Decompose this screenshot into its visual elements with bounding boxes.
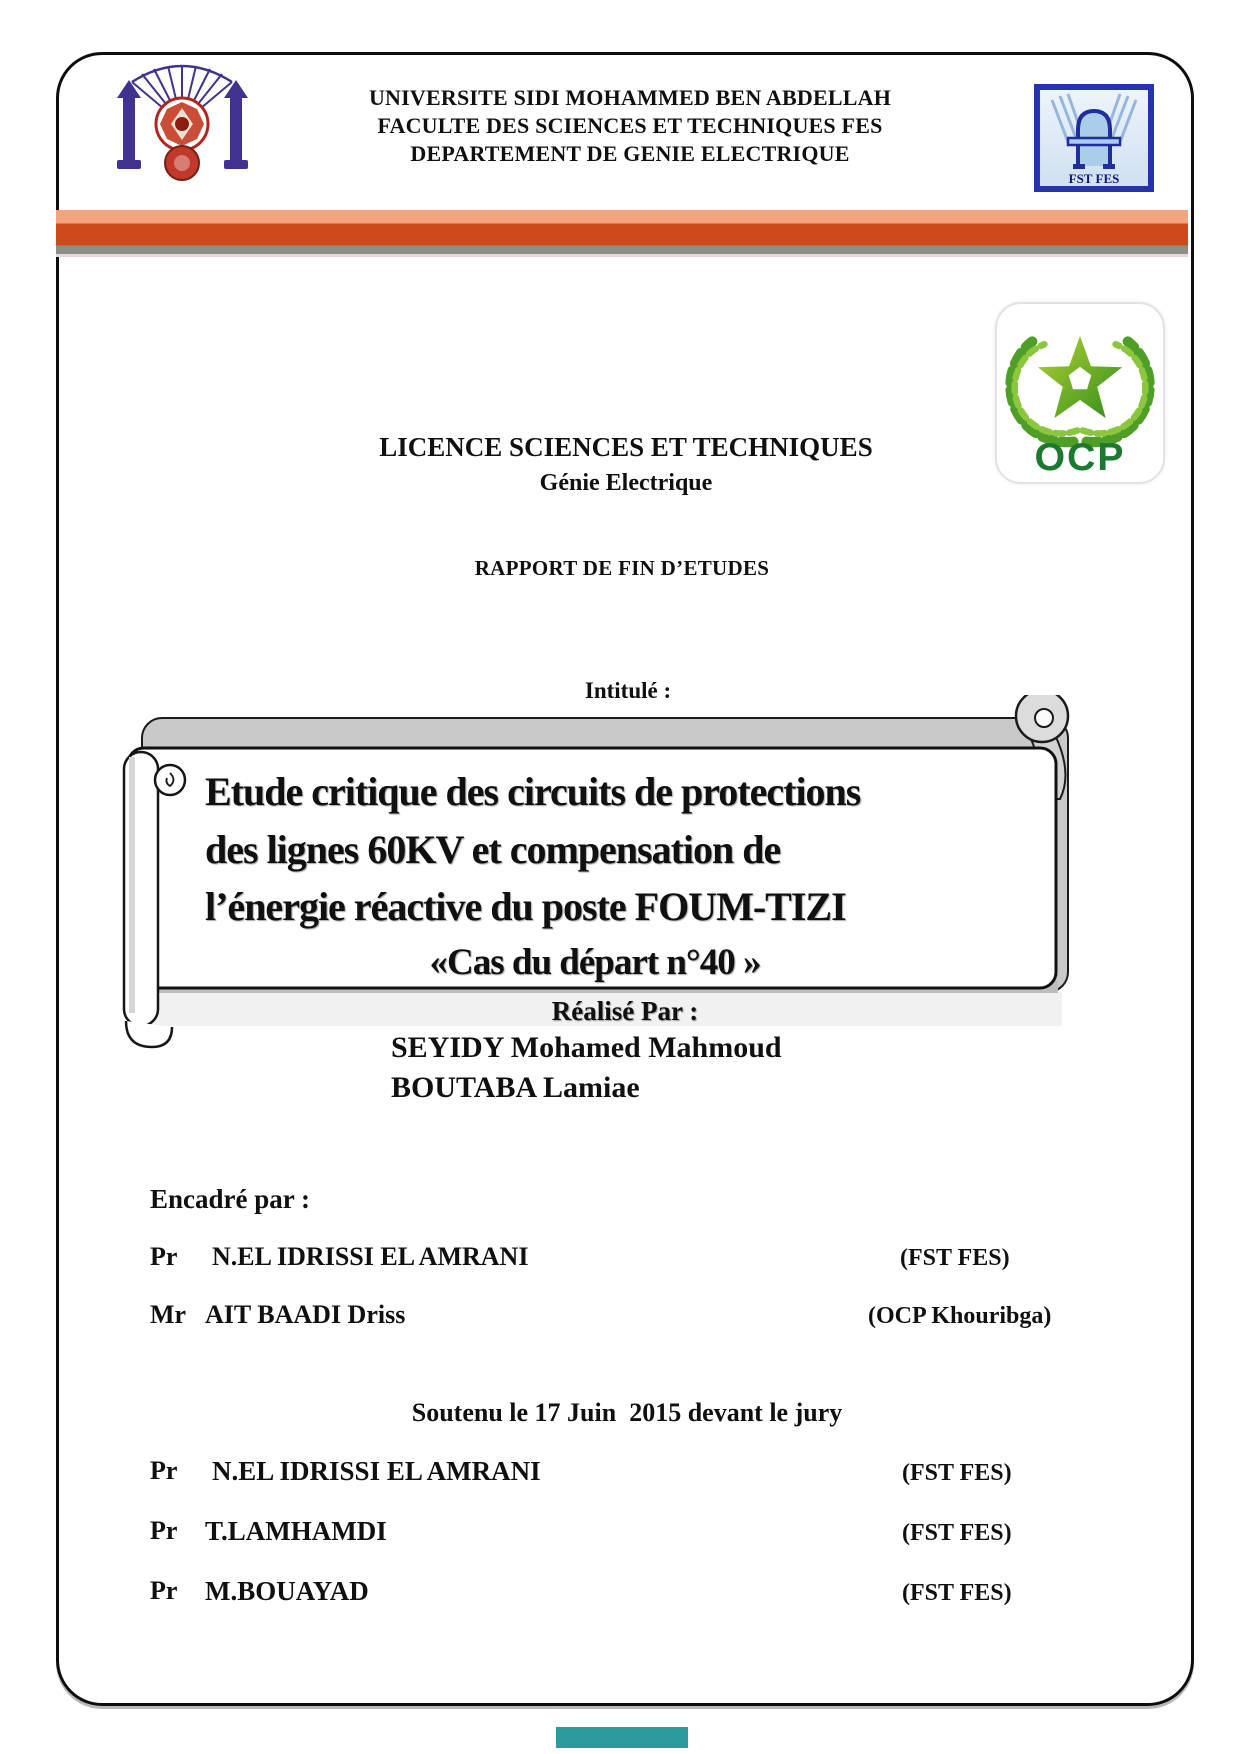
author-2: BOUTABA Lamiae (391, 1071, 640, 1104)
fst-fes-logo-icon (1034, 84, 1154, 192)
advisor-2-affiliation: (OCP Khouribga) (868, 1303, 1052, 1329)
program-degree: LICENCE SCIENCES ET TECHNIQUES (379, 432, 873, 462)
faculty-name: FACULTE DES SCIENCES ET TECHNIQUES FES (377, 113, 883, 138)
jury-3-affiliation: (FST FES) (902, 1580, 1012, 1606)
ocp-logo-text: OCP (1034, 434, 1126, 479)
intitule-label: Intitulé : (584, 678, 672, 703)
jury-1-affiliation: (FST FES) (902, 1460, 1012, 1486)
report-type: RAPPORT DE FIN D’ETUDES (474, 556, 770, 580)
jury-3-title: Pr (150, 1576, 178, 1605)
advisor-1-affiliation: (FST FES) (900, 1245, 1010, 1271)
author-1: SEYIDY Mohamed Mahmoud (391, 1031, 782, 1064)
advisor-1-name: N.EL IDRISSI EL AMRANI (212, 1242, 529, 1271)
header-divider-underline (56, 254, 1188, 257)
title-line-1: Etude critique des circuits de protections (205, 769, 861, 814)
ocp-logo (995, 302, 1165, 484)
jury-2-name: T.LAMHAMDI (205, 1516, 387, 1546)
title-subtitle: «Cas du départ n°40 » (429, 942, 761, 983)
advisor-2-title: Mr (150, 1300, 187, 1329)
university-header (230, 84, 1030, 168)
jury-1-title: Pr (150, 1456, 178, 1485)
realise-par-label: Réalisé Par : (551, 996, 699, 1026)
title-line-3: l’énergie réactive du poste FOUM-TIZI (205, 884, 846, 929)
university-name: UNIVERSITE SIDI MOHAMMED BEN ABDELLAH (368, 85, 892, 110)
jury-intro: Soutenu le 17 Juin 2015 devant le jury (411, 1398, 843, 1427)
jury-3-name: M.BOUAYAD (205, 1576, 369, 1606)
jury-2-title: Pr (150, 1516, 178, 1545)
fst-fes-logo-text: FST FES (1068, 171, 1120, 186)
program-speciality: Génie Electrique (539, 470, 713, 496)
header-divider-bar (56, 210, 1188, 254)
advisor-2-name: AIT BAADI Driss (205, 1300, 406, 1329)
bottom-teal-bar (556, 1727, 688, 1748)
jury-1-name: N.EL IDRISSI EL AMRANI (212, 1456, 541, 1486)
advisor-1-title: Pr (150, 1242, 178, 1271)
encadre-label: Encadré par : (150, 1184, 310, 1214)
title-line-2: des lignes 60KV et compensation de (205, 827, 781, 872)
jury-2-affiliation: (FST FES) (902, 1520, 1012, 1546)
department-name: DEPARTEMENT DE GENIE ELECTRIQUE (410, 141, 850, 166)
ocp-logo-icon (997, 304, 1163, 482)
